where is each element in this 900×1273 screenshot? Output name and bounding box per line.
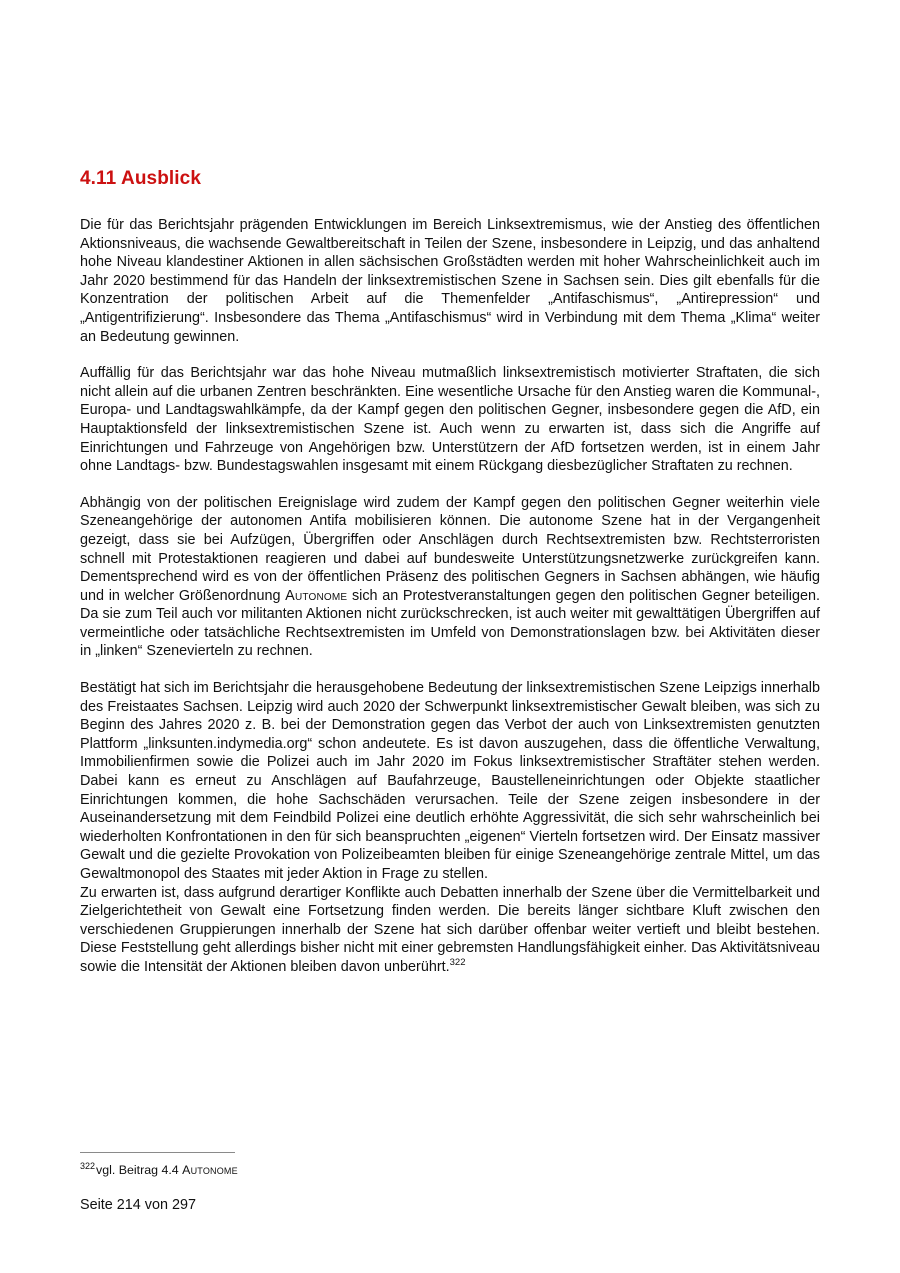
paragraph-5-text: Zu erwarten ist, dass aufgrund derartiger Konflikte auch Debatten innerhalb der Szene über die Vermittelbarkeit und Zielgerichtetheit von Gewalt eine Fortsetzung finden werden. Die bereits länger sichtbare Kluft zwischen den verschiedenen Gruppierungen innerhalb der Szene hat sich darüber offenbar weiter vertieft und bleibt bestehen. Diese Feststellung geht allerdings bisher nicht mit einer gebremsten Handlungsfähigkeit einher. Das Aktivitätsniveau sowie die Intensität der Aktionen bleiben davon unberührt. — [80, 884, 820, 975]
paragraph-2: Auffällig für das Berichtsjahr war das hohe Niveau mutmaßlich linksextremistisch motivierter Straftaten, die sich nicht allein auf die urbanen Zentren beschränkten. Eine wesentliche Ursache für den Anstieg waren die Kommunal-, Europa- und Landtagswahlkämpfe, da der Kampf gegen den politischen Gegner, insbesondere gegen die AfD, ein Hauptaktionsfeld der linksextremistischen Szene ist. Auch wenn zu erwarten ist, dass sich die Angriffe auf Einrichtungen und Fahrzeuge von Angehörigen bzw. Unterstützern der AfD fortsetzen werden, ist in einem Jahr ohne Landtags- bzw. Bundestagswahlen insgesamt mit einem Rückgang diesbezüglicher Straftaten zu rechnen. — [80, 365, 820, 475]
paragraph-1: Die für das Berichtsjahr prägenden Entwicklungen im Bereich Linksextremismus, wie der Anstieg des öffentlichen Aktionsniveaus, die wachsende Gewaltbereitschaft in Teilen der Szene, insbesondere in Leipzig, und das anhaltend hohe Niveau klandestiner Aktionen in allen sächsischen Großstädten werden mit hoher Wahrscheinlichkeit auch im Jahr 2020 bestimmend für das Handeln der linksextremistischen Szene in Sachsen sein. Dies gilt ebenfalls für die Konzentration der politischen Arbeit auf die Themenfelder „Antifaschismus“, „Antirepression“ und „Antigentrifizierung“. Insbesondere das Thema „Antifaschismus“ wird in Verbindung mit dem Thema „Klima“ weiter an Bedeutung gewinnen. — [80, 217, 820, 345]
footnote-area — [80, 1152, 820, 1178]
footnote-marker: 322 — [80, 1160, 96, 1171]
footnote-separator-rule — [80, 1152, 235, 1153]
section-heading: 4.11 Ausblick — [80, 168, 201, 189]
paragraph-3-part-b: sich an Protestveranstaltungen gegen den politischen Gegner beteiligen. Da sie zum Teil auch vor militanten Aktionen nicht zurückschrecken, ist auch weiter mit gewalttätigen Übergriffen auf vermeintliche oder tatsächliche Rechtsextremisten im Umfeld von Demonstrationslagen bzw. bei Aktivitäten dieser in „linken“ Szenevierteln zu rechnen. — [80, 587, 820, 660]
footnote-reference-322[interactable]: 322 — [449, 957, 466, 969]
paragraph-5 — [80, 884, 820, 977]
footnote-322 — [80, 1162, 820, 1178]
page-footer: Seite 214 von 297 — [80, 1197, 197, 1213]
footnote-term-autonome: Autonome — [182, 1163, 238, 1177]
paragraph-3-part-a: Abhängig von der politischen Ereignislage wird zudem der Kampf gegen den politischen Gegner weiterhin viele Szeneangehörige der autonomen Antifa mobilisieren können. Die autonome Szene hat in der Vergangenheit gezeigt, dass sie bei Aufzügen, Übergriffen oder Anschlägen durch Rechtsextremisten bzw. Rechtsterroristen schnell mit Protestaktionen reagieren und dabei auf bundesweite Unterstützungsnetzwerke zurückgreifen kann. Dementsprechend wird es von der öffentlichen Präsenz des politischen Gegners in Sachsen abhängen, wie häufig und in welcher Größenordnung — [80, 494, 820, 604]
paragraph-3 — [80, 494, 820, 661]
paragraph-4: Bestätigt hat sich im Berichtsjahr die herausgehobene Bedeutung der linksextremistischen Szene Leipzigs innerhalb des Freistaates Sachsen. Leipzig wird auch 2020 der Schwerpunkt linksextremistischer Gewalt bleiben, was sich zu Beginn des Jahres 2020 z. B. bei der Demonstration gegen das Verbot der auch von Linksextremisten genutzten Plattform „linksunten.indymedia.org“ schon andeutete. Es ist davon auszugehen, dass die öffentliche Verwaltung, Immobilienfirmen sowie die Polizei auch im Jahr 2020 im Fokus linksextremistischer Straftäter stehen werden. Dabei kann es erneut zu Anschlägen auf Baufahrzeuge, Baustelleneinrichtungen oder Objekte staatlicher Einrichtungen kommen, die hohe Sachschäden verursachen. Teile der Szene zeigen insbesondere in der Auseinandersetzung mit dem Feindbild Polizei eine deutlich erhöhte Aggressivität, die sich sehr wahrscheinlich bei wiederholten Konfrontationen in den für sich beanspruchten „eigenen“ Vierteln fortsetzen wird. Der Einsatz massiver Gewalt und die gezielte Provokation von Polizeibeamten bleiben für einige Szeneangehörige zentrale Mittel, um das Gewaltmonopol des Staates mit jeder Aktion in Frage zu stellen. — [80, 680, 820, 882]
footnote-text: vgl. Beitrag 4.4 — [96, 1163, 183, 1177]
page-content — [80, 168, 820, 995]
term-autonome: Autonome — [285, 587, 348, 604]
